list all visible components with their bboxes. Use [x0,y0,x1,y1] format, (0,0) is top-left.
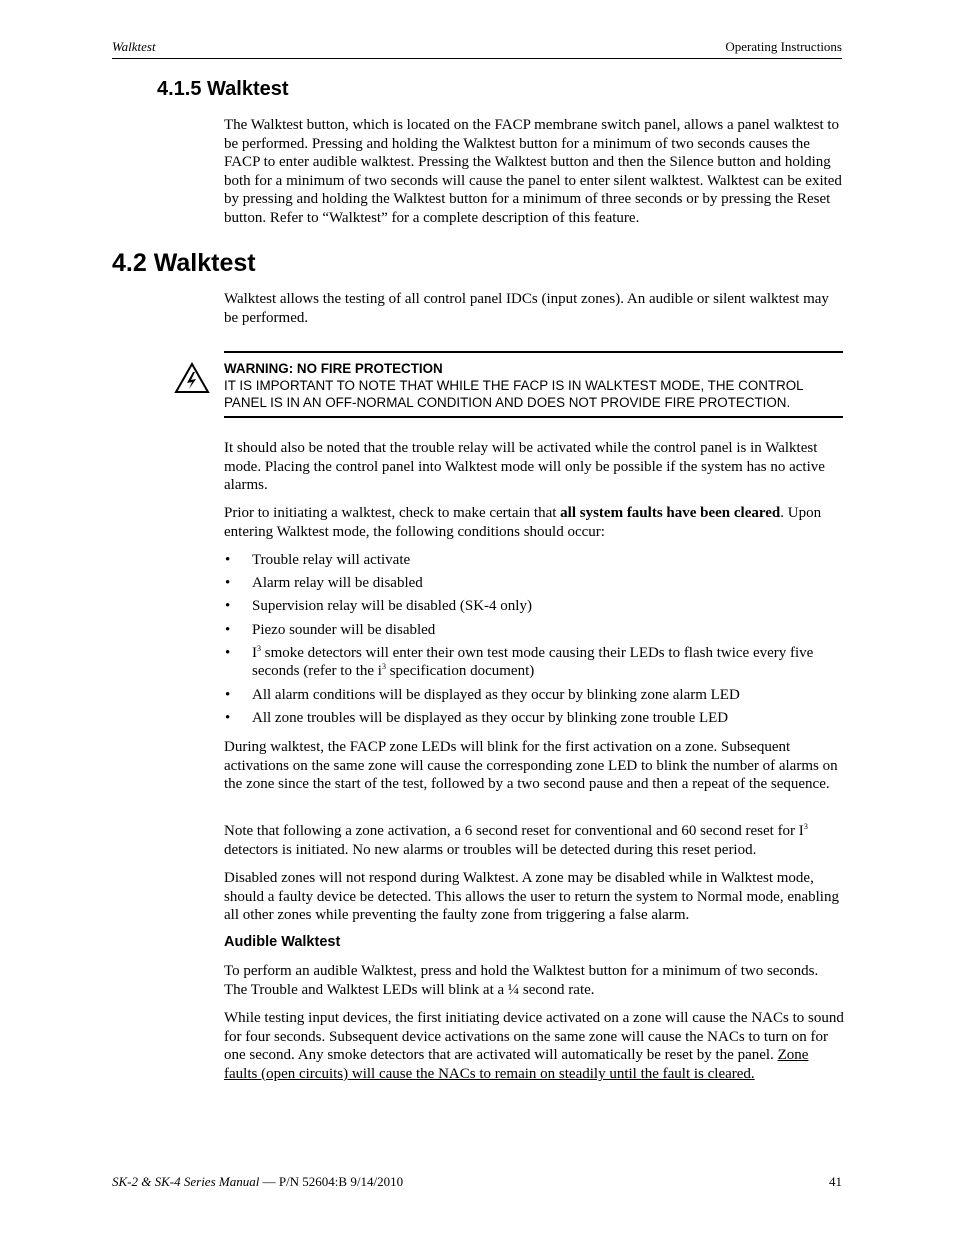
audible-walktest-heading: Audible Walktest [224,934,341,950]
warning-box [224,351,843,418]
trouble-relay-paragraph: It should also be noted that the trouble relay will be activated while the control panel is in Walktest mode. Placing the control panel into Walktest mode will only be possible if the system has no active alarms. [224,440,825,494]
superscript: 3 [381,662,386,672]
disabled-zones-paragraph: Disabled zones will not respond during Walktest. A zone may be disabled while in Walktest mode, should a faulty device be detected. This allows the user to return the system to Normal mode, enabling all other zones while preventing the faulty zone from triggering a false alarm. [224,870,839,924]
warning-title: WARNING: NO FIRE PROTECTION [224,361,443,376]
audible-walktest-paragraph-1: To perform an audible Walktest, press and hold the Walktest button for a minimum of two seconds. The Trouble and Walktest LEDs will blink at a ¼ second rate. [224,963,819,998]
note-text-start: Note that following a zone activation, a 6 second reset for conventional and 60 second reset for I [224,823,804,839]
list-item: • All zone troubles will be displayed as they occur by blinking zone trouble LED [225,709,729,726]
during-walktest-paragraph: During walktest, the FACP zone LEDs will blink for the first activation on a zone. Subsequent activations on the same zone will cause the corresponding zone LED to blink the number of alarms on the zone since the start of the test, followed by a two second pause and then a repeat of the sequence. [224,739,838,793]
reset-note-paragraph [224,822,844,859]
list-item: • Piezo sounder will be disabled [225,621,436,638]
prior-text-start: Prior to initiating a walktest, check to make certain that [224,505,561,521]
list-item-text: smoke detectors will enter their own test mode causing their LEDs to flash twice every five seconds (refer to the i [252,644,814,680]
superscript: 3 [803,822,808,831]
list-item-text: Supervision relay will be disabled (SK-4 only) [252,598,532,615]
audible-underlined-text: Zone faults (open circuits) will cause the NACs to remain on steadily until the fault is cleared. [224,1047,809,1082]
list-item: • All alarm conditions will be displayed as they occur by blinking zone alarm LED [225,686,740,703]
footer-part-number: P/N 52604:B 9/14/2010 [278,1174,404,1189]
list-item-text: Alarm relay will be disabled [252,575,423,592]
list-item: • Trouble relay will activate [225,552,411,568]
section-4-1-5-title: 4.1.5 Walktest [157,78,289,100]
audible-walktest-paragraph-2 [224,1009,844,1083]
prior-text-end: . Upon entering Walktest mode, the following conditions should occur: [224,505,822,540]
list-item-text: All alarm conditions will be displayed as they occur by blinking zone alarm LED [252,686,740,703]
list-item: • Supervision relay will be disabled (SK-4 only) [225,598,532,615]
list-item: • Alarm relay will be disabled [225,575,423,592]
section-4-1-5-body: The Walktest button, which is located on the FACP membrane switch panel, allows a panel walktest to be performed. Pressing and holding the Walktest button for a minimum of two seconds causes the FACP to enter audible walktest. Pressing the Walktest button and then the Silence button and holding both for a minimum of two seconds will cause the panel to enter silent walktest. Walktest can be exited by pressing and holding the Walktest button for a minimum of three seconds or by pressing the Reset button. Refer to “Walktest” for a complete description of this feature. [224,117,842,226]
section-4-2-title: 4.2 Walktest [112,249,256,277]
footer-separator: — [259,1174,279,1189]
list-item-text: All zone troubles will be displayed as they occur by blinking zone trouble LED [252,709,729,726]
note-text-end: detectors is initiated. No new alarms or troubles will be detected during this reset period. [224,841,757,858]
section-4-2-intro: Walktest allows the testing of all control panel IDCs (input zones). An audible or silent walktest may be performed. [224,291,829,326]
superscript: 3 [257,643,261,653]
header-chapter-name: Operating Instructions [725,39,842,54]
list-item-text: specification document) [385,663,535,680]
warning-text: IT IS IMPORTANT TO NOTE THAT WHILE THE FACP IS IN WALKTEST MODE, THE CONTROL PANEL IS IN AN OFF-NORMAL CONDITION AND DOES NOT PROVIDE FIRE PROTECTION. [224,378,804,411]
footer-manual-title: SK-2 & SK-4 Series Manual [112,1174,260,1189]
footer-manual-info [112,1174,403,1190]
audible-text: While testing input devices, the first initiating device activated on a zone will cause the NACs to sound for four seconds. Subsequent device activations on the same zone will cause the NACs to turn on for one second. Any smoke detectors that are activated will automatically be reset by the panel. [224,1010,844,1064]
prior-to-walktest-paragraph [224,504,844,541]
list-item-text: Piezo sounder will be disabled [252,621,436,638]
list-item-text: Trouble relay will activate [252,552,411,568]
page-header [112,38,842,59]
page-number: 41 [829,1174,842,1189]
lightning-warning-icon [174,362,210,394]
list-item: • $I^3$ smoke detectors will enter their own test mode causing their LEDs to flash twice every five seconds (refer to the $i^3$ specification document) [225,643,814,680]
walktest-conditions-list [224,551,844,732]
prior-text-bold: all system faults have been cleared [560,505,781,521]
header-section-name: Walktest [112,39,156,54]
list-item-text: I [252,644,257,661]
warning-content [224,360,843,412]
